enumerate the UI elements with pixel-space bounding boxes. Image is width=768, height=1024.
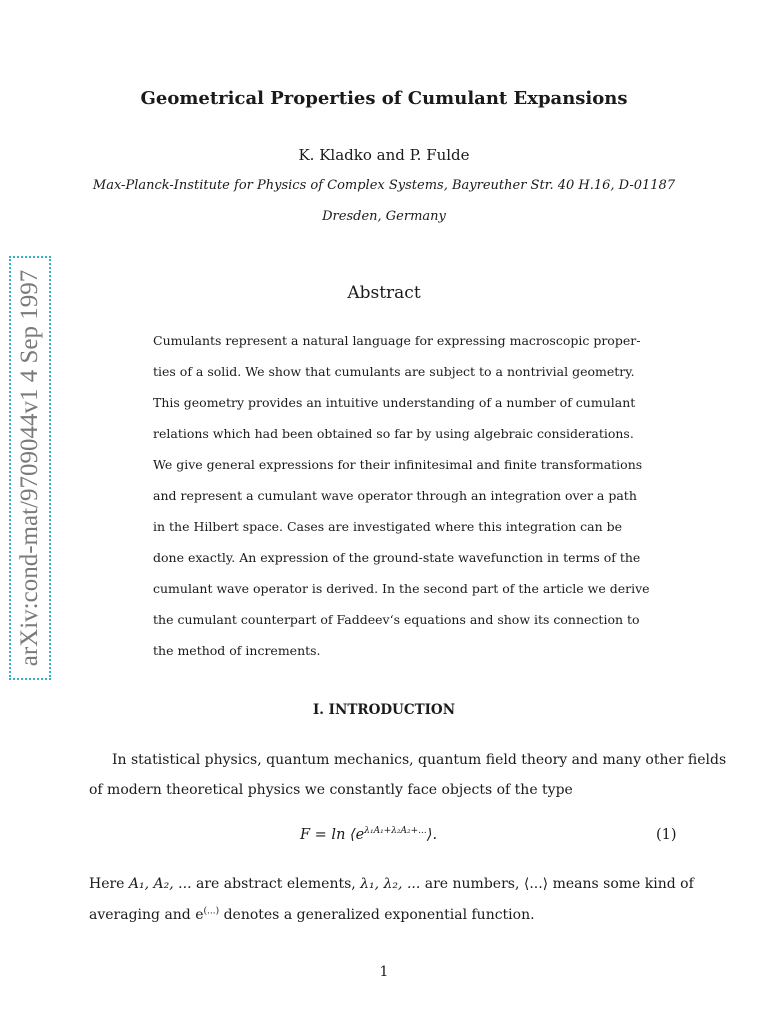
affiliation-line-1: Max-Planck-Institute for Physics of Complex Systems, Bayreuther Str. 40 H.16, D-01187 bbox=[92, 178, 676, 193]
abstract-line: Cumulants represent a natural language for expressing macroscopic proper- bbox=[153, 333, 641, 348]
abstract-heading: Abstract bbox=[347, 283, 421, 303]
abstract-line: and represent a cumulant wave operator through an integration over a path bbox=[153, 488, 637, 503]
abstract-line: the method of increments. bbox=[153, 643, 321, 658]
abstract-body bbox=[153, 325, 650, 666]
arxiv-stamp bbox=[9, 256, 51, 680]
text-fragment: are abstract elements, bbox=[191, 876, 361, 892]
text-fragment: are numbers, ⟨...⟩ means some kind of bbox=[420, 876, 694, 892]
equation-exponent: λ₁A₁+λ₂A₂+... bbox=[364, 826, 427, 837]
equation-1 bbox=[300, 827, 437, 843]
text-fragment: denotes a generalized exponential function. bbox=[219, 907, 535, 923]
abstract-line: done exactly. An expression of the ground-state wavefunction in terms of the bbox=[153, 550, 641, 565]
intro-line: of modern theoretical physics we constantly face objects of the type bbox=[89, 782, 573, 798]
exponent-placeholder: (...) bbox=[203, 906, 220, 917]
section-heading: I. INTRODUCTION bbox=[312, 702, 456, 718]
affiliation-line-2: Dresden, Germany bbox=[322, 209, 446, 224]
arxiv-stamp-text: arXiv:cond-mat/9709044v1 4 Sep 1997 bbox=[16, 269, 43, 667]
authors: K. Kladko and P. Fulde bbox=[298, 146, 470, 164]
equation-rhs: ⟩. bbox=[426, 827, 438, 843]
intro-line: In statistical physics, quantum mechanics, quantum field theory and many other fields bbox=[112, 752, 727, 768]
paper-title: Geometrical Properties of Cumulant Expansions bbox=[140, 88, 628, 109]
abstract-line: in the Hilbert space. Cases are investigated where this integration can be bbox=[153, 519, 623, 534]
equation-number: (1) bbox=[656, 827, 677, 843]
equation-lhs: F = ln ⟨e bbox=[300, 827, 365, 843]
definitions-line-2 bbox=[89, 900, 677, 931]
abstract-line: the cumulant counterpart of Faddeev‘s equations and show its connection to bbox=[153, 612, 640, 627]
elements-symbols: A₁, A₂, ... bbox=[128, 876, 192, 892]
abstract-line: relations which had been obtained so far by using algebraic considerations. bbox=[153, 426, 634, 441]
abstract-line: cumulant wave operator is derived. In the second part of the article we derive bbox=[153, 581, 650, 596]
numbers-symbols: λ₁, λ₂, ... bbox=[360, 876, 421, 892]
page-number: 1 bbox=[379, 964, 389, 980]
text-fragment: Here bbox=[89, 876, 129, 892]
text-fragment: averaging and e bbox=[89, 907, 204, 923]
definitions-line-1 bbox=[89, 869, 694, 900]
abstract-line: This geometry provides an intuitive understanding of a number of cumulant bbox=[153, 395, 636, 410]
definitions-paragraph bbox=[89, 869, 694, 931]
abstract-line: We give general expressions for their infinitesimal and finite transformations bbox=[153, 457, 643, 472]
intro-paragraph bbox=[89, 745, 727, 805]
abstract-line: ties of a solid. We show that cumulants are subject to a nontrivial geometry. bbox=[153, 364, 635, 379]
